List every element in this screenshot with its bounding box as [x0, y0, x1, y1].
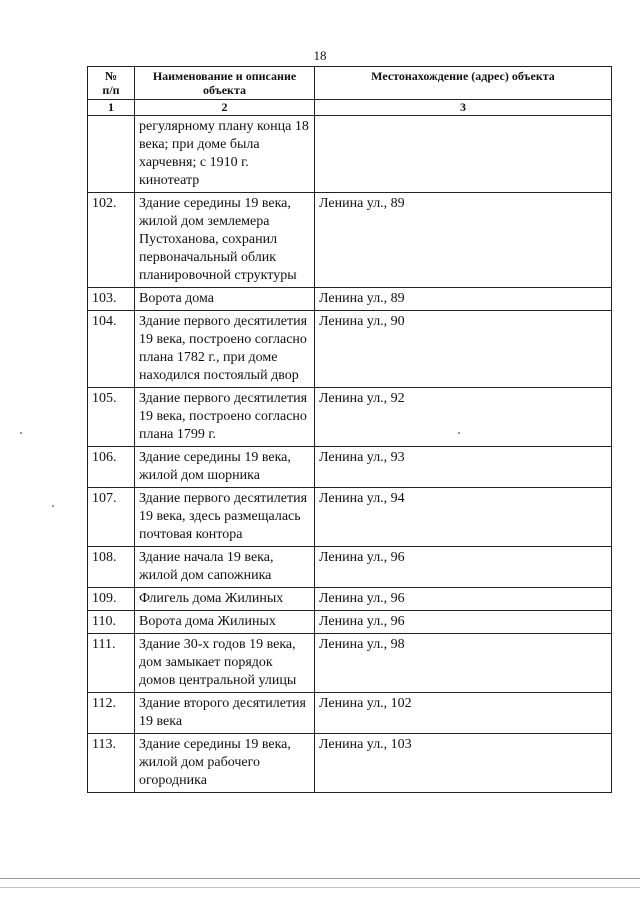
- table-row: [88, 288, 612, 311]
- table-row: [88, 693, 612, 734]
- row-number: 102.: [88, 193, 135, 288]
- table-row: [88, 116, 612, 193]
- page-number: 18: [313, 48, 327, 63]
- table-row: [88, 611, 612, 634]
- object-address: Ленина ул., 89: [315, 288, 612, 311]
- column-index: 3: [315, 100, 612, 116]
- object-address: Ленина ул., 89: [315, 193, 612, 288]
- row-number: 110.: [88, 611, 135, 634]
- object-address: Ленина ул., 96: [315, 588, 612, 611]
- table-row: [88, 488, 612, 547]
- table-row: [88, 447, 612, 488]
- object-description: Здание 30-х годов 19 века, дом замыкает порядок домов центральной улицы: [135, 634, 315, 693]
- row-number: 107.: [88, 488, 135, 547]
- scan-artifact-line: [0, 878, 640, 879]
- object-address: Ленина ул., 93: [315, 447, 612, 488]
- row-number: 109.: [88, 588, 135, 611]
- table-row: [88, 634, 612, 693]
- header-name: Наименование и описание объекта: [135, 67, 315, 100]
- object-description: Здание первого десятилетия 19 века, построено согласно плана 1799 г.: [135, 388, 315, 447]
- column-index-row: [88, 100, 612, 116]
- heritage-objects-table: [87, 66, 612, 793]
- table-row: [88, 311, 612, 388]
- table-row: [88, 588, 612, 611]
- table-row: [88, 547, 612, 588]
- column-index: 1: [88, 100, 135, 116]
- object-description: Здание начала 19 века, жилой дом сапожника: [135, 547, 315, 588]
- scan-artifact-dot: [458, 432, 460, 434]
- row-number: 113.: [88, 734, 135, 793]
- row-number: 111.: [88, 634, 135, 693]
- object-description: Здание середины 19 века, жилой дом шорника: [135, 447, 315, 488]
- object-description: Здание первого десятилетия 19 века, здесь размещалась почтовая контора: [135, 488, 315, 547]
- object-address: Ленина ул., 103: [315, 734, 612, 793]
- row-number: 105.: [88, 388, 135, 447]
- object-address: Ленина ул., 96: [315, 547, 612, 588]
- object-description: Здание первого десятилетия 19 века, построено согласно плана 1782 г., при доме находился постоялый двор: [135, 311, 315, 388]
- object-description: Ворота дома: [135, 288, 315, 311]
- table-row: [88, 734, 612, 793]
- object-address: Ленина ул., 98: [315, 634, 612, 693]
- scan-artifact-line: [0, 887, 640, 888]
- object-description: Флигель дома Жилиных: [135, 588, 315, 611]
- object-address: Ленина ул., 102: [315, 693, 612, 734]
- row-number: [88, 116, 135, 193]
- table-row: [88, 388, 612, 447]
- table-row: [88, 193, 612, 288]
- row-number: 106.: [88, 447, 135, 488]
- object-description: Здание второго десятилетия 19 века: [135, 693, 315, 734]
- object-description: Здание середины 19 века, жилой дом рабочего огородника: [135, 734, 315, 793]
- object-address: Ленина ул., 96: [315, 611, 612, 634]
- table-header-row: [88, 67, 612, 100]
- row-number: 108.: [88, 547, 135, 588]
- object-address: Ленина ул., 90: [315, 311, 612, 388]
- header-number: № п/п: [88, 67, 135, 100]
- row-number: 112.: [88, 693, 135, 734]
- row-number: 103.: [88, 288, 135, 311]
- object-description: регулярному плану конца 18 века; при доме была харчевня; с 1910 г. кинотеатр: [135, 116, 315, 193]
- scan-artifact-dot: [20, 432, 22, 434]
- scan-artifact-dot: [52, 505, 54, 507]
- object-address: Ленина ул., 92: [315, 388, 612, 447]
- row-number: 104.: [88, 311, 135, 388]
- object-address: Ленина ул., 94: [315, 488, 612, 547]
- object-address: [315, 116, 612, 193]
- header-address: Местонахождение (адрес) объекта: [315, 67, 612, 100]
- column-index: 2: [135, 100, 315, 116]
- object-description: Здание середины 19 века, жилой дом землемера Пустоханова, сохранил первоначальный облик планировочной структуры: [135, 193, 315, 288]
- object-description: Ворота дома Жилиных: [135, 611, 315, 634]
